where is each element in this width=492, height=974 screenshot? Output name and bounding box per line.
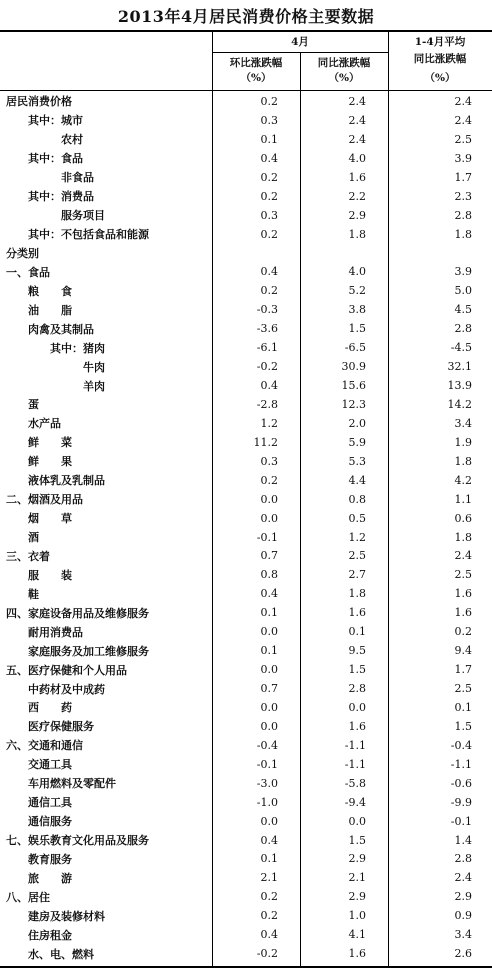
table-row bbox=[0, 641, 492, 660]
mom-cell: 0.8 bbox=[260, 568, 278, 582]
row-label: 建房及装修材料 bbox=[28, 909, 105, 923]
table-row bbox=[0, 433, 492, 452]
yoy-cell: 0.1 bbox=[348, 625, 366, 639]
mom-cell: 0.7 bbox=[260, 682, 278, 696]
avg-yoy-cell: 1.7 bbox=[454, 170, 472, 184]
yoy-cell: 15.6 bbox=[341, 379, 366, 393]
mom-cell: 0.4 bbox=[260, 151, 278, 165]
table-row bbox=[0, 887, 492, 906]
row-label: 其中：猪肉 bbox=[50, 341, 105, 355]
avg-yoy-cell: 32.1 bbox=[447, 360, 472, 374]
mom-cell: 2.1 bbox=[260, 871, 278, 885]
row-label: 耐用消费品 bbox=[28, 625, 83, 639]
mom-cell: -0.1 bbox=[256, 757, 278, 771]
row-label: 水产品 bbox=[28, 417, 61, 431]
table-row bbox=[0, 262, 492, 281]
row-label: 五、医疗保健和个人用品 bbox=[6, 663, 127, 677]
row-label: 粮 食 bbox=[28, 284, 72, 298]
yoy-cell: 1.8 bbox=[348, 587, 366, 601]
mom-cell: 0.1 bbox=[260, 606, 278, 620]
avg-yoy-cell: 2.4 bbox=[454, 113, 472, 127]
table-row bbox=[0, 547, 492, 566]
table-row bbox=[0, 111, 492, 130]
yoy-cell: -9.4 bbox=[344, 795, 366, 809]
table-row bbox=[0, 565, 492, 584]
avg-yoy-cell: 2.4 bbox=[454, 94, 472, 108]
mom-cell: 11.2 bbox=[253, 435, 278, 449]
mom-cell: 0.0 bbox=[260, 814, 278, 828]
mom-cell: 0.2 bbox=[260, 94, 278, 108]
yoy-cell: 2.4 bbox=[348, 113, 366, 127]
avg-yoy-cell: 1.4 bbox=[454, 833, 472, 847]
avg-yoy-cell: 1.1 bbox=[454, 492, 472, 506]
table-row bbox=[0, 395, 492, 414]
mom-cell: 0.3 bbox=[260, 113, 278, 127]
yoy-cell: 4.4 bbox=[348, 473, 366, 487]
avg-yoy-cell: 1.8 bbox=[454, 530, 472, 544]
row-label: 二、烟酒及用品 bbox=[6, 493, 83, 507]
yoy-cell: 0.8 bbox=[348, 492, 366, 506]
mom-cell: -0.2 bbox=[256, 947, 278, 961]
row-label: 其中：食品 bbox=[28, 152, 83, 166]
yoy-cell: 1.6 bbox=[348, 947, 366, 961]
mom-cell: 0.1 bbox=[260, 644, 278, 658]
avg-yoy-cell: 1.8 bbox=[454, 454, 472, 468]
avg-yoy-cell: -4.5 bbox=[450, 341, 472, 355]
header-month-group: 4月 bbox=[291, 36, 309, 48]
table-row bbox=[0, 717, 492, 736]
header-avg-group: 1-4月平均 bbox=[414, 36, 466, 48]
avg-yoy-cell: 1.9 bbox=[454, 435, 472, 449]
mom-cell: -3.6 bbox=[256, 322, 278, 336]
avg-yoy-cell: 4.5 bbox=[454, 303, 472, 317]
yoy-cell: 2.2 bbox=[348, 189, 366, 203]
row-label: 服务项目 bbox=[61, 209, 105, 223]
row-label: 交通工具 bbox=[28, 758, 72, 772]
yoy-cell: 1.0 bbox=[348, 909, 366, 923]
row-label: 西 药 bbox=[28, 701, 72, 715]
mom-cell: 0.4 bbox=[260, 265, 278, 279]
yoy-cell: 2.4 bbox=[348, 132, 366, 146]
yoy-cell: 1.8 bbox=[348, 227, 366, 241]
table-row bbox=[0, 490, 492, 509]
avg-yoy-cell: 2.8 bbox=[454, 208, 472, 222]
yoy-cell: 0.0 bbox=[348, 700, 366, 714]
mom-cell bbox=[212, 244, 300, 263]
row-label: 其中：消费品 bbox=[28, 190, 94, 204]
row-label: 鲜 果 bbox=[28, 455, 72, 469]
avg-yoy-cell: 2.6 bbox=[454, 947, 472, 961]
table-row bbox=[0, 622, 492, 641]
avg-yoy-cell: 0.6 bbox=[454, 511, 472, 525]
yoy-cell: 0.0 bbox=[348, 814, 366, 828]
avg-yoy-cell: 9.4 bbox=[454, 644, 472, 658]
avg-yoy-cell: 2.9 bbox=[454, 890, 472, 904]
cpi-table bbox=[0, 92, 492, 963]
avg-yoy-cell: 3.4 bbox=[454, 416, 472, 430]
row-label: 农村 bbox=[61, 133, 83, 147]
row-label: 羊肉 bbox=[83, 379, 105, 393]
mom-cell: 0.2 bbox=[260, 473, 278, 487]
yoy-cell: 1.2 bbox=[348, 530, 366, 544]
yoy-cell: 2.9 bbox=[348, 852, 366, 866]
avg-yoy-cell: 1.6 bbox=[454, 587, 472, 601]
yoy-cell: 4.1 bbox=[348, 928, 366, 942]
mom-cell: 0.0 bbox=[260, 663, 278, 677]
row-label: 水、电、燃料 bbox=[28, 947, 94, 961]
avg-yoy-cell: 1.8 bbox=[454, 227, 472, 241]
table-row bbox=[0, 603, 492, 622]
avg-yoy-cell: -0.6 bbox=[450, 776, 472, 790]
yoy-cell: 2.4 bbox=[348, 94, 366, 108]
row-label: 其中：不包括食品和能源 bbox=[28, 228, 149, 242]
table-row bbox=[0, 357, 492, 376]
mom-cell: 0.2 bbox=[260, 170, 278, 184]
yoy-cell: 1.6 bbox=[348, 719, 366, 733]
yoy-cell: 1.6 bbox=[348, 606, 366, 620]
avg-yoy-cell: 2.4 bbox=[454, 549, 472, 563]
table-row bbox=[0, 868, 492, 887]
avg-yoy-cell: -0.4 bbox=[450, 738, 472, 752]
mom-cell: -1.0 bbox=[256, 795, 278, 809]
avg-yoy-cell: 2.4 bbox=[454, 871, 472, 885]
row-label: 中药材及中成药 bbox=[28, 682, 105, 696]
mom-cell: -0.1 bbox=[256, 530, 278, 544]
yoy-cell: 1.5 bbox=[348, 322, 366, 336]
mom-cell: -6.1 bbox=[256, 341, 278, 355]
yoy-cell: 1.5 bbox=[348, 663, 366, 677]
table-row bbox=[0, 376, 492, 395]
avg-yoy-cell bbox=[388, 244, 492, 263]
avg-yoy-cell: 1.7 bbox=[454, 663, 472, 677]
table-row bbox=[0, 679, 492, 698]
yoy-cell: 2.0 bbox=[348, 416, 366, 430]
table-row bbox=[0, 319, 492, 338]
table-row bbox=[0, 92, 492, 111]
mom-cell: -0.2 bbox=[256, 360, 278, 374]
avg-yoy-cell: 0.9 bbox=[454, 909, 472, 923]
table-row bbox=[0, 925, 492, 944]
yoy-cell: 4.0 bbox=[348, 151, 366, 165]
table-bottom-rule bbox=[0, 966, 492, 968]
table-row bbox=[0, 755, 492, 774]
mom-cell: 0.0 bbox=[260, 719, 278, 733]
table-row bbox=[0, 452, 492, 471]
yoy-cell: 30.9 bbox=[341, 360, 366, 374]
mom-cell: 0.4 bbox=[260, 928, 278, 942]
table-row bbox=[0, 338, 492, 357]
yoy-cell: 2.9 bbox=[348, 208, 366, 222]
header-yoy: 同比涨跌幅 bbox=[317, 57, 371, 69]
table-row bbox=[0, 736, 492, 755]
header-avg-unit: （%） bbox=[424, 72, 456, 84]
mom-cell: 0.0 bbox=[260, 625, 278, 639]
yoy-cell: 1.5 bbox=[348, 833, 366, 847]
mom-cell: 0.2 bbox=[260, 227, 278, 241]
avg-yoy-cell: -0.1 bbox=[450, 814, 472, 828]
row-label: 鞋 bbox=[28, 587, 39, 601]
yoy-cell: 1.6 bbox=[348, 170, 366, 184]
row-label: 医疗保健服务 bbox=[28, 720, 94, 734]
mom-cell: 0.0 bbox=[260, 700, 278, 714]
avg-yoy-cell: 1.5 bbox=[454, 719, 472, 733]
yoy-cell: 2.1 bbox=[348, 871, 366, 885]
avg-yoy-cell: 2.5 bbox=[454, 682, 472, 696]
yoy-cell: 2.9 bbox=[348, 890, 366, 904]
mom-cell: -3.0 bbox=[256, 776, 278, 790]
row-label: 住房租金 bbox=[28, 928, 72, 942]
avg-yoy-cell: 1.6 bbox=[454, 606, 472, 620]
yoy-cell: 3.8 bbox=[348, 303, 366, 317]
mom-cell: -2.8 bbox=[256, 397, 278, 411]
yoy-cell: -5.8 bbox=[344, 776, 366, 790]
table-row bbox=[0, 584, 492, 603]
avg-yoy-cell: 2.8 bbox=[454, 322, 472, 336]
row-label: 通信服务 bbox=[28, 815, 72, 829]
row-label: 居民消费价格 bbox=[6, 95, 72, 109]
row-label: 八、居住 bbox=[6, 890, 50, 904]
row-label: 通信工具 bbox=[28, 796, 72, 810]
row-label: 牛肉 bbox=[83, 360, 105, 374]
table-row bbox=[0, 281, 492, 300]
table-row bbox=[0, 812, 492, 831]
page-title: 2013年4月居民消费价格主要数据 bbox=[117, 7, 375, 26]
header-mom-unit: （%） bbox=[240, 72, 272, 84]
row-label: 教育服务 bbox=[28, 852, 72, 866]
table-row bbox=[0, 149, 492, 168]
table-row bbox=[0, 660, 492, 679]
table-row bbox=[0, 225, 492, 244]
row-label: 鲜 菜 bbox=[28, 436, 72, 450]
row-label: 车用燃料及零配件 bbox=[28, 777, 116, 791]
row-label: 三、衣着 bbox=[6, 549, 50, 563]
avg-yoy-cell: 2.5 bbox=[454, 132, 472, 146]
avg-yoy-cell: 0.2 bbox=[454, 625, 472, 639]
mom-cell: 0.2 bbox=[260, 909, 278, 923]
avg-yoy-cell: 2.3 bbox=[454, 189, 472, 203]
mom-cell: 0.1 bbox=[260, 132, 278, 146]
header-avg-yoy: 同比涨跌幅 bbox=[413, 53, 467, 65]
mom-cell: 0.0 bbox=[260, 511, 278, 525]
header-yoy-unit: （%） bbox=[328, 72, 360, 84]
mom-cell: 0.4 bbox=[260, 833, 278, 847]
avg-yoy-cell: 3.4 bbox=[454, 928, 472, 942]
yoy-cell: 5.3 bbox=[348, 454, 366, 468]
row-label: 肉禽及其制品 bbox=[28, 322, 94, 336]
table-row bbox=[0, 698, 492, 717]
mom-cell: 1.2 bbox=[260, 416, 278, 430]
row-label: 蛋 bbox=[28, 398, 39, 412]
yoy-cell: 2.5 bbox=[348, 549, 366, 563]
avg-yoy-cell: 13.9 bbox=[447, 379, 472, 393]
table-row bbox=[0, 509, 492, 528]
mom-cell: -0.4 bbox=[256, 738, 278, 752]
row-label: 一、食品 bbox=[6, 265, 50, 279]
row-label: 七、娱乐教育文化用品及服务 bbox=[6, 834, 149, 848]
row-label: 烟 草 bbox=[28, 512, 72, 526]
table-row bbox=[0, 244, 492, 263]
mom-cell: 0.2 bbox=[260, 890, 278, 904]
row-label: 旅 游 bbox=[28, 871, 72, 885]
mom-cell: 0.1 bbox=[260, 852, 278, 866]
yoy-cell: 5.2 bbox=[348, 284, 366, 298]
mom-cell: 0.2 bbox=[260, 189, 278, 203]
header-bottom-rule bbox=[0, 90, 492, 91]
table-row bbox=[0, 300, 492, 319]
table-row bbox=[0, 187, 492, 206]
row-label: 分类别 bbox=[6, 246, 39, 260]
table-row bbox=[0, 831, 492, 850]
mom-cell: 0.4 bbox=[260, 379, 278, 393]
mom-cell: 0.4 bbox=[260, 587, 278, 601]
mom-cell: 0.0 bbox=[260, 492, 278, 506]
avg-yoy-cell: 14.2 bbox=[447, 397, 472, 411]
yoy-cell: -1.1 bbox=[344, 757, 366, 771]
avg-yoy-cell: 2.8 bbox=[454, 852, 472, 866]
row-label: 服 装 bbox=[28, 568, 72, 582]
yoy-cell: 12.3 bbox=[341, 397, 366, 411]
mom-cell: 0.2 bbox=[260, 284, 278, 298]
row-label: 油 脂 bbox=[28, 303, 72, 317]
yoy-cell: 0.5 bbox=[348, 511, 366, 525]
avg-yoy-cell: 3.9 bbox=[454, 151, 472, 165]
avg-yoy-cell: -9.9 bbox=[450, 795, 472, 809]
row-label: 四、家庭设备用品及维修服务 bbox=[6, 606, 149, 620]
yoy-cell bbox=[300, 244, 388, 263]
yoy-cell: 9.5 bbox=[348, 644, 366, 658]
table-row bbox=[0, 774, 492, 793]
table-row bbox=[0, 850, 492, 869]
table-row bbox=[0, 528, 492, 547]
yoy-cell: 4.0 bbox=[348, 265, 366, 279]
row-label: 家庭服务及加工维修服务 bbox=[28, 644, 149, 658]
row-label: 其中：城市 bbox=[28, 114, 83, 128]
table-row bbox=[0, 206, 492, 225]
yoy-cell: -6.5 bbox=[344, 341, 366, 355]
mom-cell: 0.3 bbox=[260, 454, 278, 468]
mom-cell: 0.7 bbox=[260, 549, 278, 563]
yoy-cell: -1.1 bbox=[344, 738, 366, 752]
mom-cell: -0.3 bbox=[256, 303, 278, 317]
table-row bbox=[0, 414, 492, 433]
row-label: 酒 bbox=[28, 531, 39, 545]
avg-yoy-cell: 4.2 bbox=[454, 473, 472, 487]
table-top-rule bbox=[0, 30, 492, 32]
row-label: 液体乳及乳制品 bbox=[28, 474, 105, 488]
table-row bbox=[0, 168, 492, 187]
header-mom: 环比涨跌幅 bbox=[229, 57, 283, 69]
table-row bbox=[0, 944, 492, 963]
avg-yoy-cell: 2.5 bbox=[454, 568, 472, 582]
table-body bbox=[0, 92, 492, 963]
table-row bbox=[0, 471, 492, 490]
avg-yoy-cell: 5.0 bbox=[454, 284, 472, 298]
row-label: 非食品 bbox=[61, 171, 94, 185]
yoy-cell: 2.7 bbox=[348, 568, 366, 582]
table-row bbox=[0, 130, 492, 149]
row-label: 六、交通和通信 bbox=[6, 739, 83, 753]
avg-yoy-cell: -1.1 bbox=[450, 757, 472, 771]
yoy-cell: 5.9 bbox=[348, 435, 366, 449]
table-row bbox=[0, 793, 492, 812]
yoy-cell: 2.8 bbox=[348, 682, 366, 696]
avg-yoy-cell: 0.1 bbox=[454, 700, 472, 714]
table-row bbox=[0, 906, 492, 925]
avg-yoy-cell: 3.9 bbox=[454, 265, 472, 279]
mom-cell: 0.3 bbox=[260, 208, 278, 222]
